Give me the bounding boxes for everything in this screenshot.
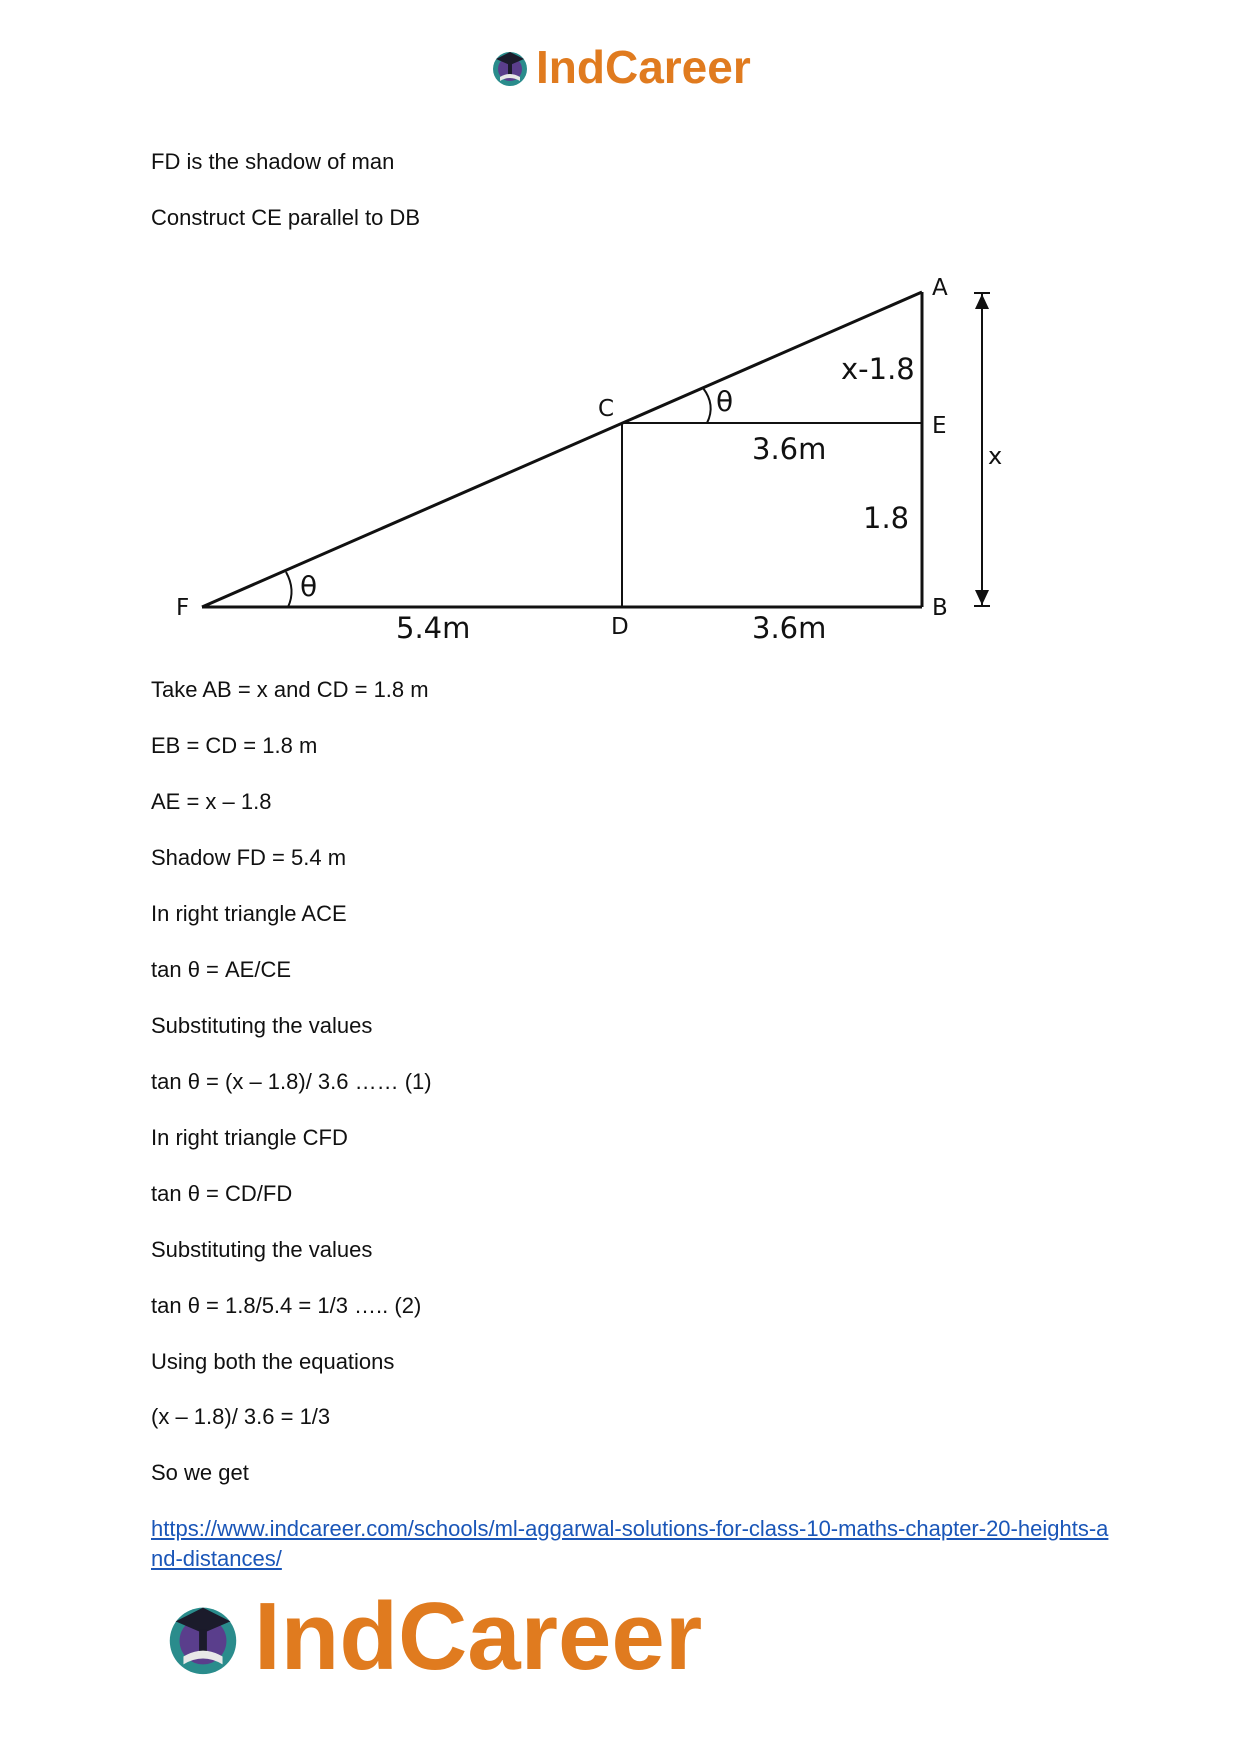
solution-step: In right triangle CFD: [151, 1125, 348, 1150]
arrow-head-down: [975, 590, 989, 605]
point-label-c: C: [598, 396, 615, 422]
label-ce: 3.6m: [752, 432, 827, 466]
solution-step: EB = CD = 1.8 m: [151, 733, 318, 758]
solution-step: tan θ = (x – 1.8)/ 3.6 …… (1): [151, 1069, 432, 1094]
solution-step: tan θ = CD/FD: [151, 1181, 293, 1206]
solution-step: Take AB = x and CD = 1.8 m: [151, 677, 429, 702]
graduation-book-icon: [488, 45, 532, 89]
brand-name: IndCareer: [254, 1583, 703, 1690]
point-label-f: F: [176, 595, 190, 621]
point-label-a: A: [932, 275, 948, 301]
label-ae: x-1.8: [841, 352, 915, 386]
graduation-book-icon: [160, 1594, 246, 1680]
label-fd: 5.4m: [396, 611, 471, 645]
solution-step: AE = x – 1.8: [151, 789, 272, 814]
label-height: x: [988, 442, 1003, 470]
point-label-d: D: [611, 614, 629, 640]
label-eb: 1.8: [863, 501, 910, 535]
solution-step: Substituting the values: [151, 1237, 373, 1262]
label-angle-f: θ: [300, 570, 318, 603]
solution-step: (x – 1.8)/ 3.6 = 1/3: [151, 1404, 331, 1429]
brand-name: IndCareer: [536, 41, 751, 93]
angle-arc-c: [703, 388, 711, 423]
solution-step: tan θ = AE/CE: [151, 957, 292, 982]
intro-line: FD is the shadow of man: [151, 149, 395, 174]
solution-step: Shadow FD = 5.4 m: [151, 845, 347, 870]
indcareer-logo-top: [488, 40, 751, 94]
solution-step: tan θ = 1.8/5.4 = 1/3 ….. (2): [151, 1293, 422, 1318]
intro-line: Construct CE parallel to DB: [151, 205, 420, 230]
source-link[interactable]: https://www.indcareer.com/schools/ml-aggarwal-solutions-for-class-10-maths-chapter-20-heights-and-distances/: [151, 1516, 1109, 1571]
point-label-b: B: [932, 595, 948, 621]
angle-arc-f: [286, 572, 292, 607]
arrow-head-up: [975, 294, 989, 309]
solution-step: In right triangle ACE: [151, 901, 347, 926]
label-db: 3.6m: [752, 611, 827, 645]
solution-step: So we get: [151, 1460, 249, 1485]
label-angle-c: θ: [716, 385, 734, 418]
solution-step: Using both the equations: [151, 1349, 395, 1374]
solution-step: Substituting the values: [151, 1013, 373, 1038]
shadow-triangle-diagram: [151, 260, 1031, 650]
indcareer-logo-bottom: [160, 1582, 702, 1692]
point-label-e: E: [932, 413, 947, 439]
